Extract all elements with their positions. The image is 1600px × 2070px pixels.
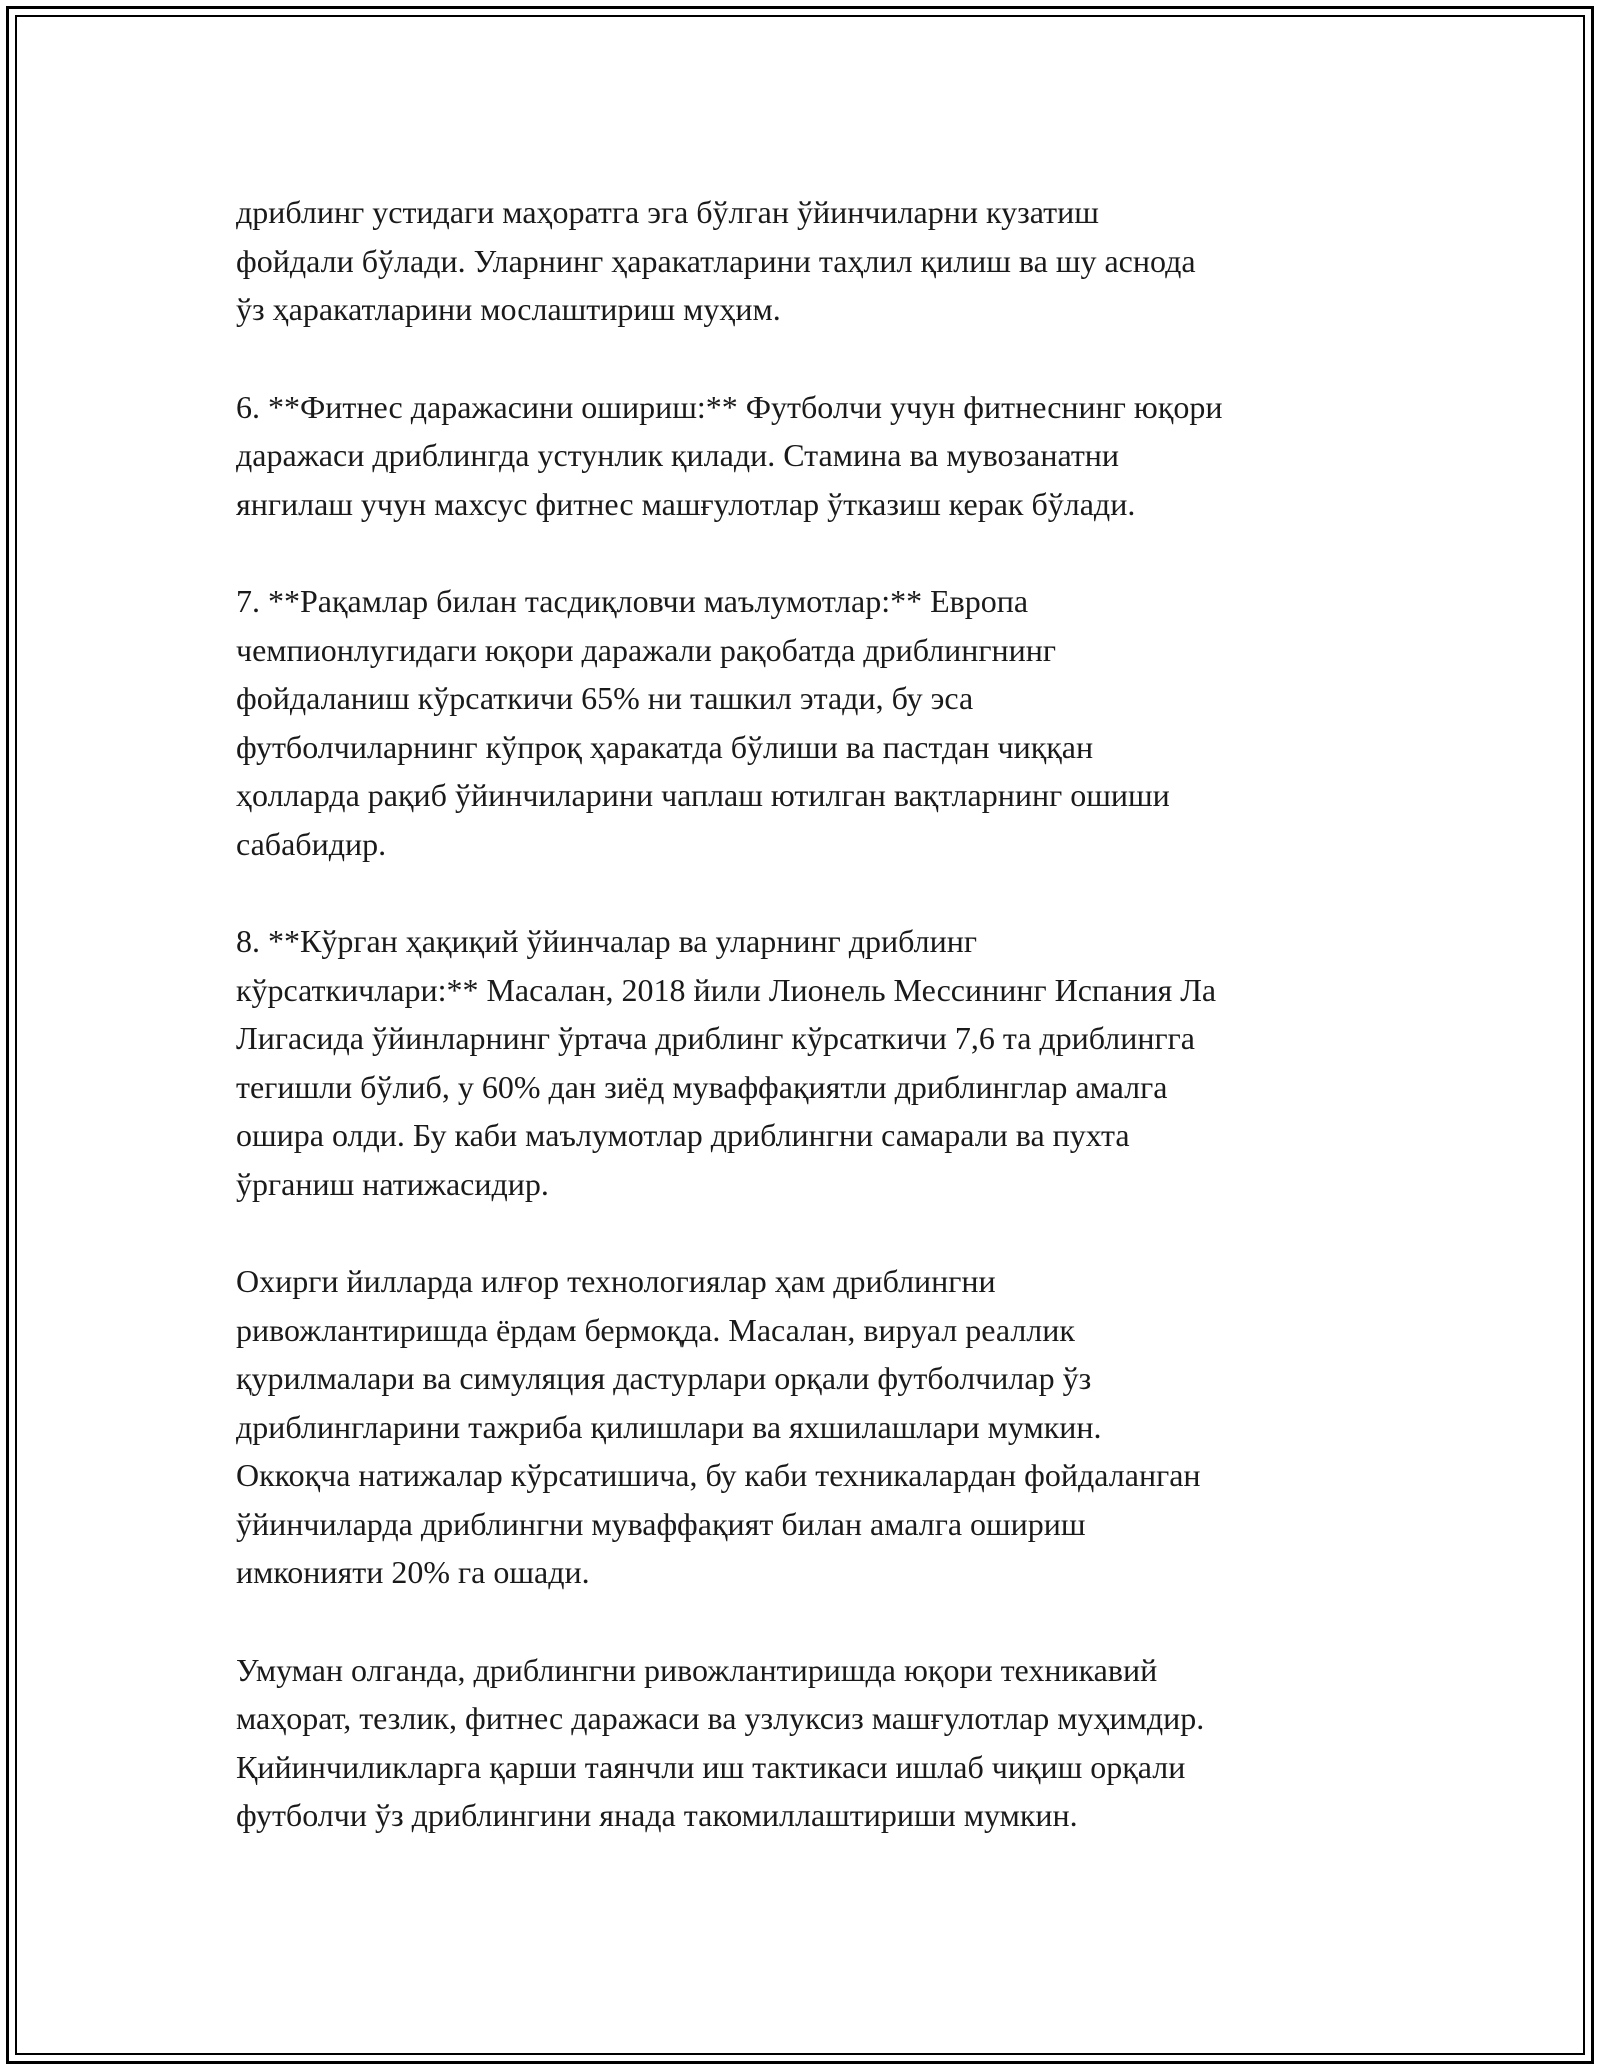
text-line: имконияти 20% га ошади. <box>236 1554 590 1590</box>
text-line: сабабидир. <box>236 825 387 862</box>
text-line: футболчиларнинг кўпроқ ҳаракатда бўлиши ва пастдан чиққан <box>236 728 1094 765</box>
document-body <box>236 188 1406 1840</box>
text-line: Қийинчиликларга қарши таянчли иш тактикаси ишлаб чиқиш орқали <box>236 1748 1186 1785</box>
text-line: Лигасида ўйинларнинг ўртача дриблинг кўрсаткичи 7,6 та дриблингга <box>236 1020 1195 1056</box>
text-line: ошира олди. Бу каби маълумотлар дриблингни самарали ва пухта <box>236 1117 1130 1153</box>
paragraph-2 <box>236 383 1406 529</box>
text-line: дриблинг устидаги маҳоратга эга бўлган ўйинчиларни кузатиш <box>236 194 1099 230</box>
text-line: ўйинчиларда дриблингни муваффақият билан амалга ошириш <box>236 1505 1086 1542</box>
text-line: фойдаланиш кўрсаткичи 65% ни ташкил этади, бу эса <box>236 680 974 716</box>
text-line: 7. **Рақамлар билан тасдиқловчи маълумотлар:** Европа <box>236 583 1029 619</box>
text-line: даражаси дриблингда устунлик қилади. Стамина ва мувозанатни <box>236 437 1120 473</box>
text-line: дриблингларини тажриба қилишлари ва яхшилашлари мумкин. <box>236 1408 1102 1445</box>
text-line: ўз ҳаракатларини мослаштириш муҳим. <box>236 291 781 327</box>
text-line: Охирги йилларда илғор технологиялар ҳам дриблингни <box>236 1263 996 1299</box>
text-line: ўрганиш натижасидир. <box>236 1165 549 1202</box>
text-line: 6. **Фитнес даражасини ошириш:** Футболчи учун фитнеснинг юқори <box>236 388 1223 425</box>
text-line: кўрсаткичлари:** Масалан, 2018 йили Лионель Мессининг Испания Ла <box>236 971 1217 1008</box>
text-line: янгилаш учун махсус фитнес машғулотлар ўтказиш керак бўлади. <box>236 485 1136 522</box>
text-line: Умуман олганда, дриблингни ривожлантиришда юқори техникавий <box>236 1651 1158 1688</box>
text-line: 8. **Кўрган ҳақиқий ўйинчалар ва уларнинг дриблинг <box>236 923 977 959</box>
text-line: қурилмалари ва симуляция дастурлари орқали футболчилар ўз <box>236 1360 1092 1396</box>
paragraph-6 <box>236 1646 1406 1840</box>
text-line: маҳорат, тезлик, фитнес даражаси ва узлуксиз машғулотлар муҳимдир. <box>236 1700 1205 1736</box>
text-line: чемпионлугидаги юқори даражали рақобатда дриблингнинг <box>236 631 1057 668</box>
text-line: ривожлантиришда ёрдам бермоқда. Масалан, вируал реаллик <box>236 1311 1075 1348</box>
text-line: тегишли бўлиб, у 60% дан зиёд муваффақиятли дриблинглар амалга <box>236 1068 1168 1105</box>
paragraph-4 <box>236 917 1406 1208</box>
paragraph-1 <box>236 188 1406 334</box>
paragraph-5 <box>236 1257 1406 1597</box>
text-line: ҳолларда рақиб ўйинчиларини чаплаш ютилган вақтларнинг ошиши <box>236 777 1170 813</box>
text-line: футболчи ўз дриблингини янада такомиллаштириши мумкин. <box>236 1797 1078 1833</box>
paragraph-3 <box>236 577 1406 868</box>
text-line: Оккоқча натижалар кўрсатишича, бу каби техникалардан фойдаланган <box>236 1457 1201 1493</box>
text-line: фойдали бўлади. Уларнинг ҳаракатларини таҳлил қилиш ва шу аснода <box>236 242 1196 279</box>
